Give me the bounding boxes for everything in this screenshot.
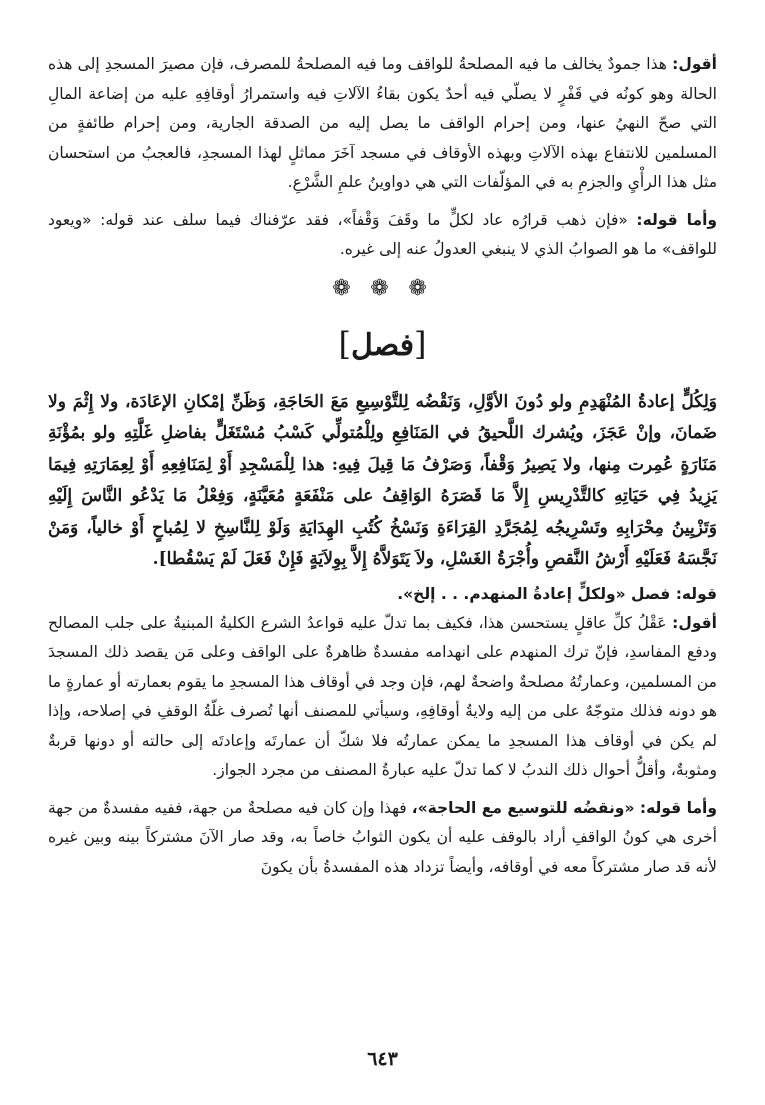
- page-number: ٦٤٣: [367, 1048, 398, 1070]
- matn-text: وَلِكُلٍّ إعادةُ المُنْهَدِمِ ولو دُونَ الأوَّلِ، وَنَقْضُه لِلتَّوْسِيعِ مَعَ الحَاجَةِ، وَظَنِّ إمْكانِ الإعَادَة، ولا إِثْمَ ولا ضَمانَ، وإنْ عَجَزَ، ويُشرك اللَّحيقُ في المَنَافِعِ ولِلْمُتولِّي كَسْبُ مُسْتَغَلٍّ بفاضلِ غَلَّتِهِ ولو بمُؤْنَةِ مَنَارَةٍ عُمِرت مِنها، ولا يَصِيرُ وَقْفاً، وَصَرْفُ مَا قِيلَ فِيهِ: هذا لِلْمَسْجِدِ أَوْ لِمَنَافِعِهِ أَوْ لِعِمَارَتِهِ فِيمَا يَزِيدُ فِي حَيَاتِهِ كالتَّدْرِيسِ إِلاَّ مَا قَصَرَهُ الوَاقِفُ على مَنْفَعَةٍ مُعَيَّنَةٍ، وَفِعْلُ مَا يَدْعُو النَّاسَ إِلَيْهِ وَتَزْيِينُ مِحْرَابِهِ وتَسْرِيجُه لِمُجَرَّدِ القِرَاءَةِ وَنَسْخُ كُتُبِ الهِدَايَةِ وَلَوْ لِلنَّاسِخِ لا لِمُباحٍ أَوْ خالياً، وَمَنْ نَجَّسَهُ فَعَلَيْهِ أَرْشُ النَّقصِ وأُجْرَةُ الغَسْلِ، ولاَ يَتَوَلاَّهُ إِلاَّ بِوِلاَيَةٍ فَإِنْ فَعَلَ لَمْ يَسْقُطا].: [48, 391, 717, 569]
- heading-close-bracket: ]: [338, 324, 351, 363]
- commentary-lead: وأما قوله: «ونقضُه للتوسيع مع الحاجة»،: [411, 798, 717, 817]
- commentary-paragraph-4: [48, 794, 717, 883]
- heading-title-text: فصل: [350, 327, 415, 363]
- page-body: [48, 50, 717, 882]
- commentary-paragraph-2: [48, 206, 717, 265]
- commentary-text: «فإن ذهب قرارُه عاد لكلٍّ ما وقَفَ وَقْفاً»، فقد عرّفناك فيما سلف عند قوله: «ويعود للواقف» ما هو الصوابُ الذي لا ينبغي العدولُ عنه إلى غيره.: [48, 210, 717, 258]
- heading-open-bracket: [: [414, 324, 427, 363]
- section-heading-title: [338, 317, 426, 373]
- commentary-lead: أقول:: [672, 613, 717, 632]
- commentary-paragraph-1: [48, 50, 717, 198]
- qawluh-heading: قوله: فصل «ولكلٍّ إعادةُ المنهدم. . . إلخ».: [397, 584, 717, 603]
- section-heading: [48, 317, 717, 377]
- section-separator: ❁ ❁ ❁: [332, 275, 433, 301]
- commentary-text: عَقْلُ كلِّ عاقلٍ يستحسن هذا، فكيف بما تدلّ عليه قواعدُ الشرع الكليةُ المبنيةُ على جلب المصالح ودفع المفاسدِ، فإنّ ترك المنهدم على انهدامه مفسدةٌ ظاهرةٌ على الواقف وعلى مَن يقصد ذلك المسجدَ من المسلمين، وعمارتُهُ مصلحةٌ واضحةٌ لهم، فإن وجد في أوقاف هذا المسجدِ ما يقوم بعمارته أو عمارةٍ ما هو دونه فذلك متوجّهٌ على من إليه ولايةُ أوقافِهِ، وسيأتي للمصنف أنها تُصرف غلّةُ الوقفِ في إصلاحه، وإذا لم يكن في أوقاف هذا المسجدِ ما يمكن عمارتُه فلا شكّ أن عمارتَه وإعادتَه إلى حالته أو دونها قربةٌ ومثوبةٌ، وأقلُّ أحوال ذلك الندبُ لا كما تدلّ عليه عبارةُ المصنف من مجرد الجواز.: [48, 613, 717, 779]
- commentary-lead: وأما قوله:: [636, 210, 718, 229]
- commentary-text: هذا جمودٌ يخالف ما فيه المصلحةُ للواقف وما فيه المصلحةُ للمصرف، فإن مصيرَ المسجدِ إلى هذه الحالة وهو كونُه في قَفْرٍ لا يصلّي فيه أحدٌ يكون بقاءُ الآلاتِ فيه واستمرارُ أوقافِهِ عليه من إضاعة المالِ التي صحّ النهيُ عنها، ومن إحرام الواقف ما يصل إليه من الصدقة الجارية، ومن إحرام طائفةٍ من المسلمين للانتفاع بهذه الآلاتِ وبهذه الأوقاف في مسجد آخَرَ مماثلٍ لهذا المسجدِ، فالعجبُ من استحسان مثل هذا الرأْيِ والجزمِ به في المؤلّفات التي هي دواوينُ علمِ الشَّرْعِ.: [48, 55, 717, 191]
- commentary-text: فهذا وإن كان فيه مصلحةٌ من جهة، ففيه مفسدةٌ من جهة أخرى هي كونُ الواقفِ أراد بالوقف عليه أن يكون الثوابُ خاصاً به، وقد صار الآنَ مشتركاً بينه وبين غيره لأنه قد صار مشتركاً معه في أوقافه، وأيضاً تزداد هذه المفسدةُ بأن يكونَ: [48, 798, 717, 876]
- commentary-paragraph-3: [48, 609, 717, 786]
- commentary-lead: أقول:: [672, 55, 717, 73]
